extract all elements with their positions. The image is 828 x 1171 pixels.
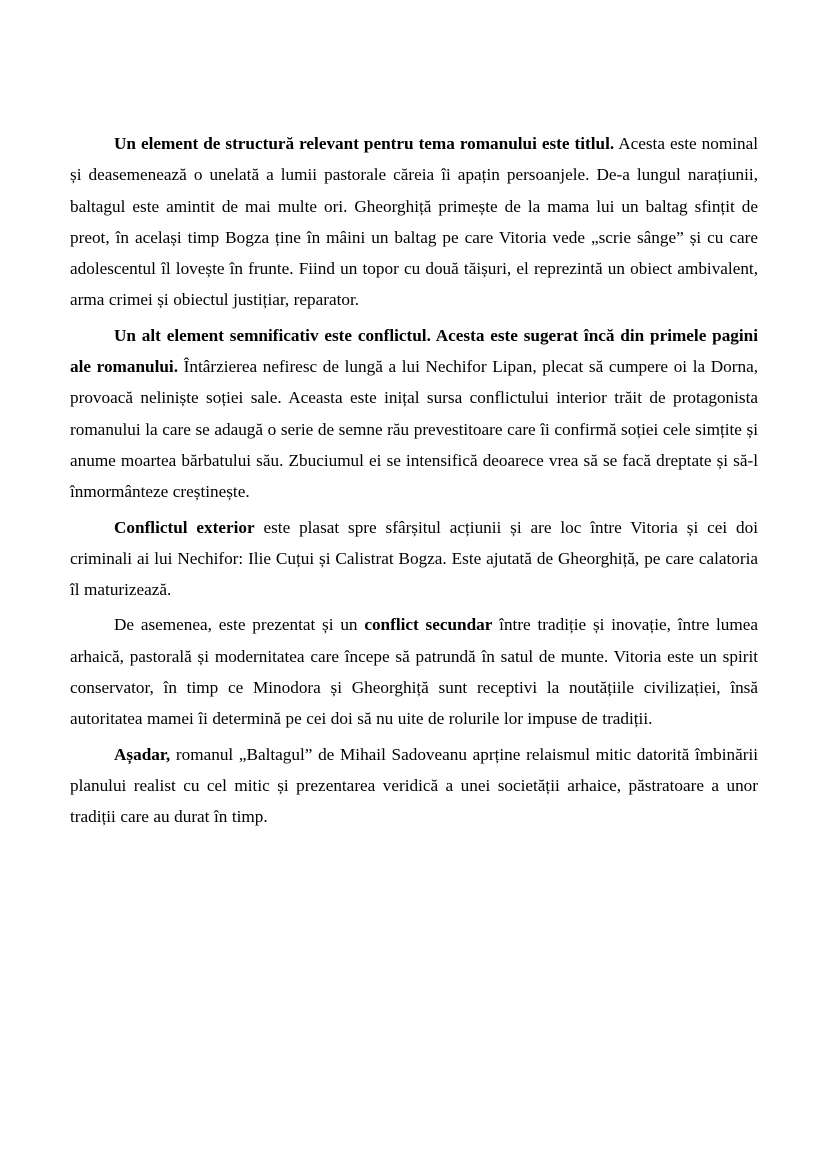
paragraph-conflict-exterior [70, 512, 758, 606]
emphasis-run: Un element de structură relevant pentru tema romanului este titlul. [114, 134, 615, 153]
emphasis-run: Un alt element semnificativ este conflictul. Acesta este sugerat încă din primele pagini ale romanului. [70, 325, 758, 377]
paragraph-conflict-secundar [70, 609, 758, 734]
text-run: între tradiție și inovație, între lumea arhaică, pastorală și modernitatea care începe să patrundă în satul de munte. Vitoria este un spirit conservator, în timp ce Minodora și Gheorghiță sunt receptivi la noutățiile civilizației, însă autoritatea mamei îi determină pe cei doi să nu uite de rolurile lor impuse de tradiții. [70, 615, 758, 729]
text-run: este plasat spre sfârșitul acțiunii și are loc între Vitoria și cei doi criminali ai lui Nechifor: Ilie Cuțui și Calistrat Bogza. Este ajutată de Gheorghiță, pe care calatoria îl maturizează. [70, 517, 759, 600]
paragraph-asadar [70, 739, 758, 833]
text-run: De asemenea, este prezentat și un [114, 615, 365, 635]
text-run: Acesta este nominal și deasemenează o unelată a lumii pastorale căreia îi apațin persoanjele. De-a lungul narațiunii, baltagul este amintit de mai multe ori. Gheorghiță primește de la mama lui un baltag sfințit de preot, în același timp Bogza ține în mâini un baltag pe care Vitoria vede „scrie sânge” și cu care adolescentul îl lovește în frunte. Fiind un topor cu două tăișuri, el reprezintă un obiect ambivalent, arma crimei și obiectul justițiar, reparator. [70, 134, 758, 310]
text-run: romanul „Baltagul” de Mihail Sadoveanu aprține relaismul mitic datorită îmbinării planului realist cu cel mitic și prezentarea veridică a unei societății arhaice, păstratoare a unor tradiții care au durat în timp. [70, 744, 758, 827]
text-run: Întârzierea nefiresc de lungă a lui Nechifor Lipan, plecat să cumpere oi la Dorna, provoacă neliniște soției sale. Aceasta este inițal sursa conflictului interior trăit de protagonista romanului la care se adaugă o serie de semne rău prevestitoare care îi confirmă soției cele simțite și anume moartea bărbatului său. Zbuciumul ei se intensifică deoarece vrea să se facă dreptate și să-l înmormânteze creștinește. [70, 357, 758, 502]
document-body [70, 128, 758, 833]
paragraph-titlu [70, 128, 758, 316]
emphasis-run: Conflictul exterior [114, 517, 255, 537]
emphasis-run: Așadar, [114, 744, 171, 764]
paragraph-conflictul [70, 320, 758, 508]
emphasis-run: conflict secundar [364, 615, 493, 635]
